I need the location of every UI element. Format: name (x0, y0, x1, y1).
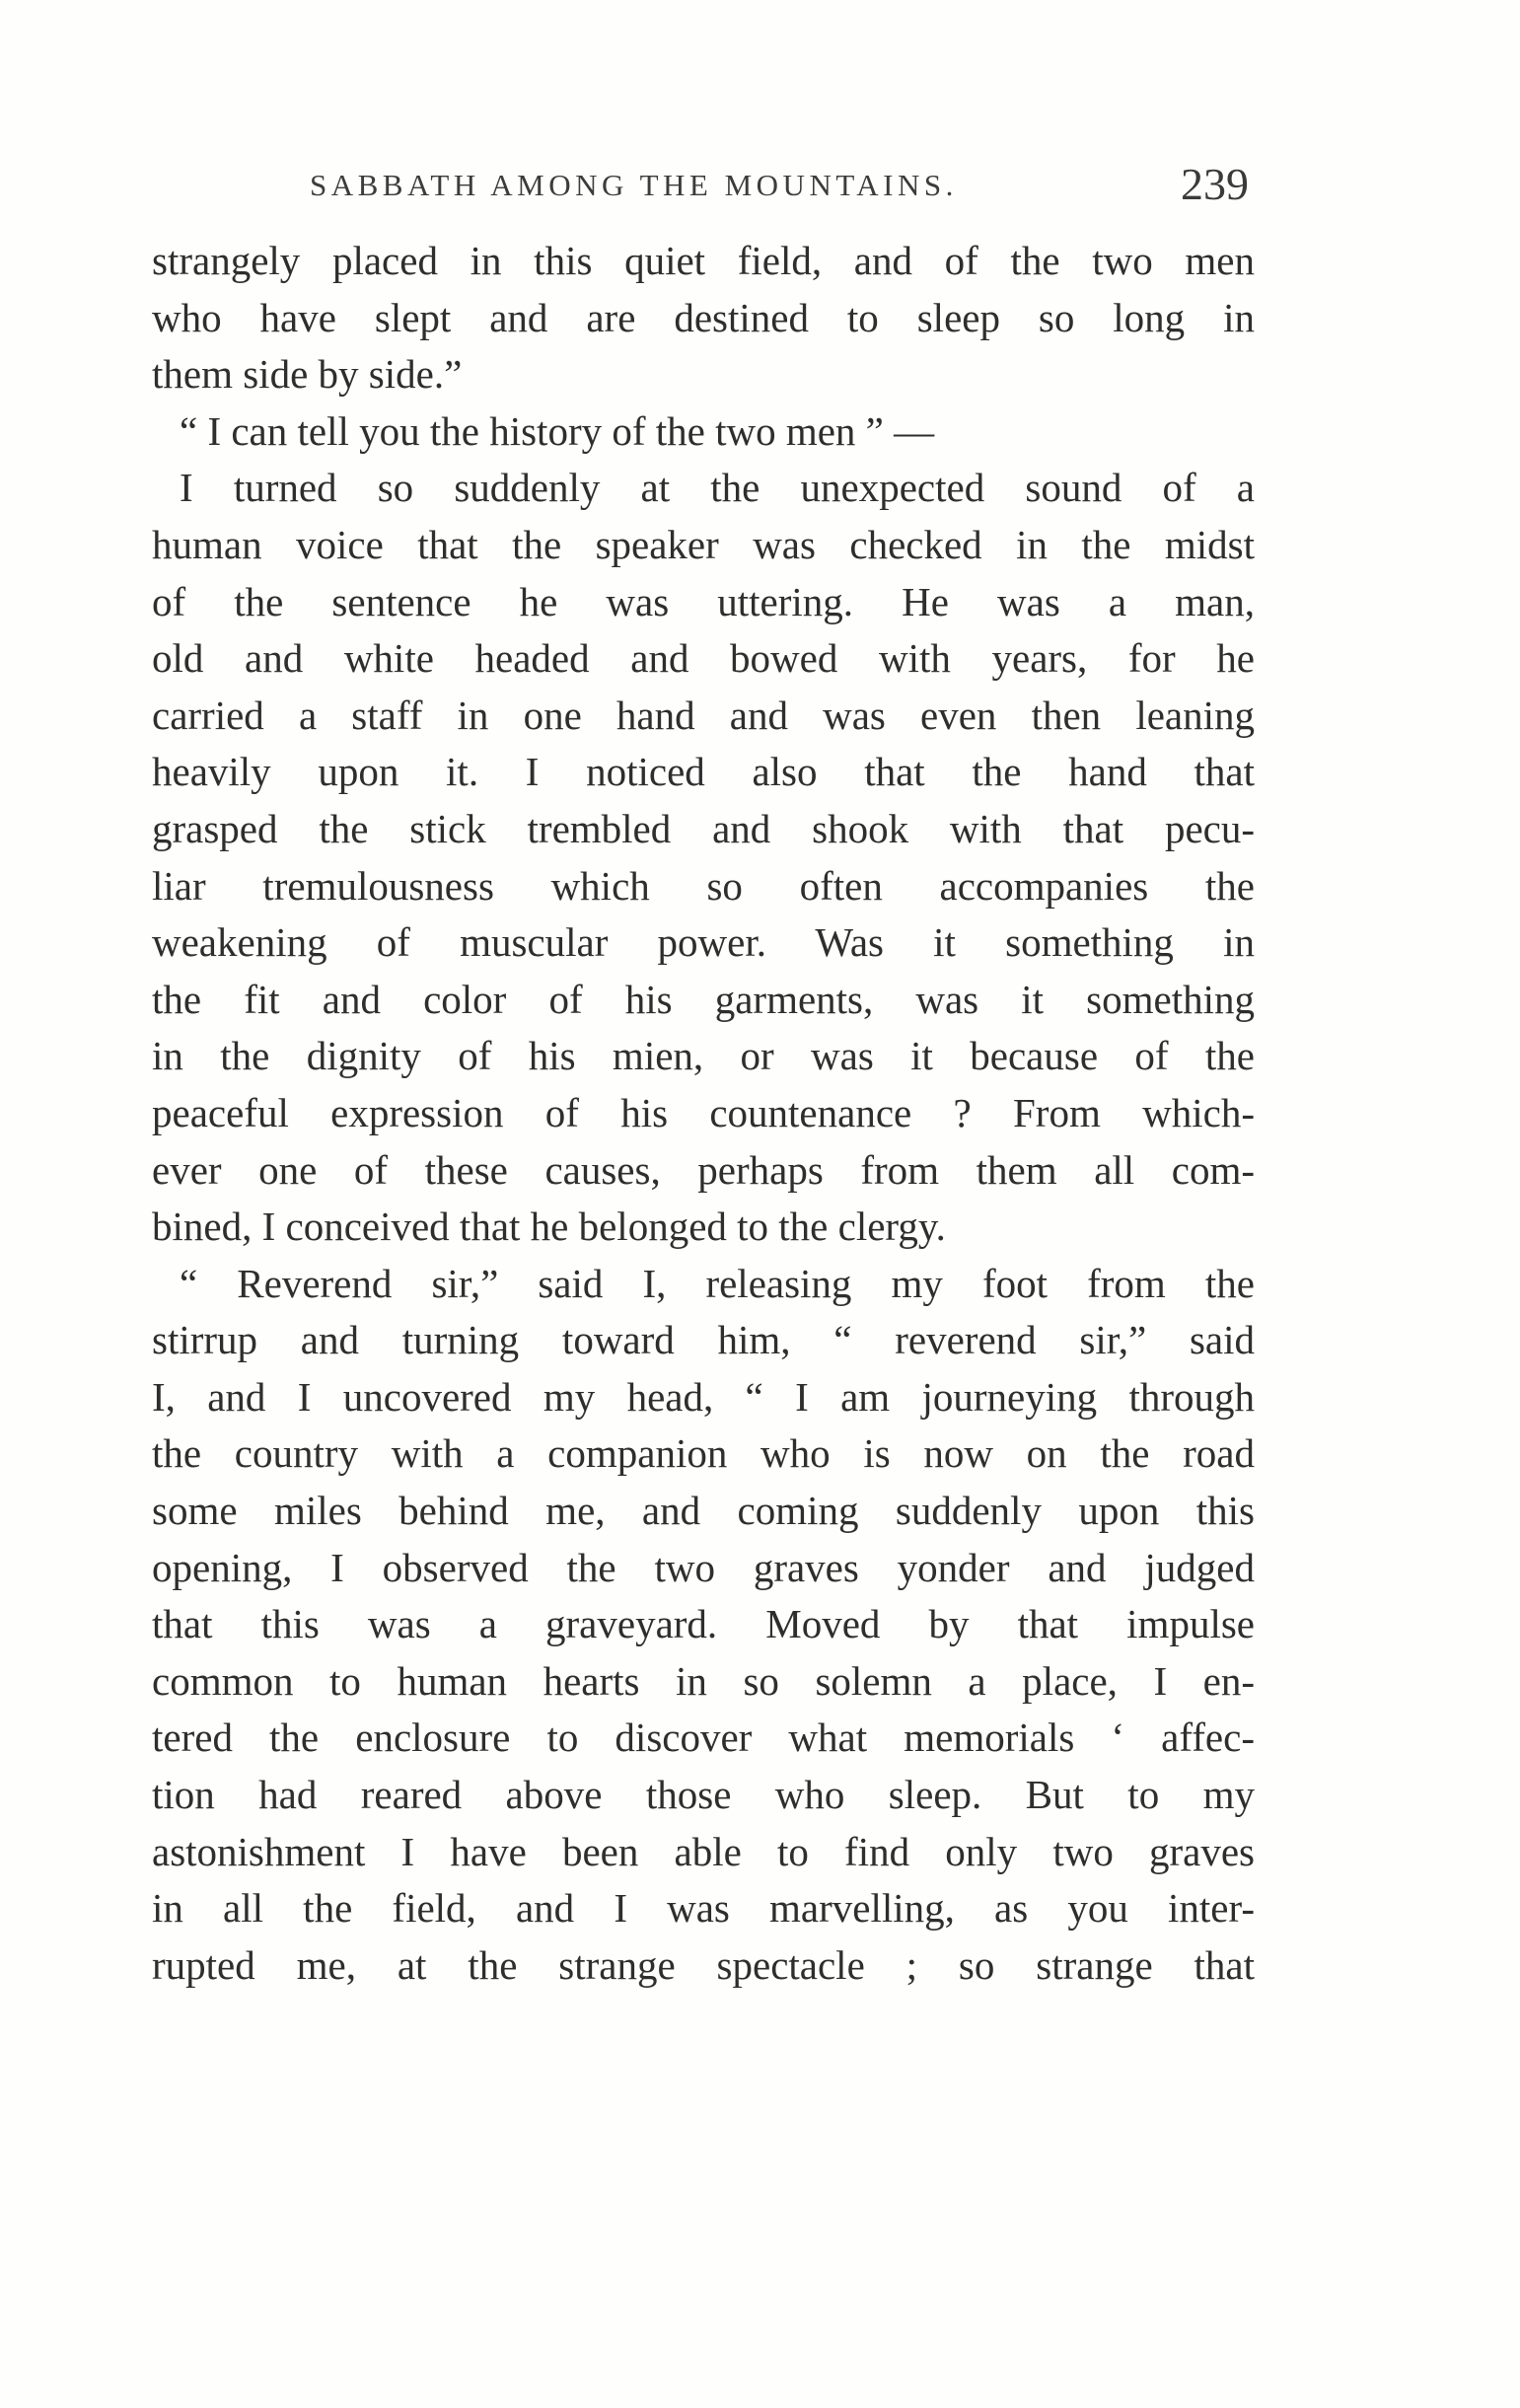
text-line: heavily upon it. I noticed also that the hand that (152, 749, 1255, 795)
text-line: of the sentence he was uttering. He was a man, (152, 578, 1255, 624)
text-line: tion had reared above those who sleep. But to my (152, 1772, 1255, 1818)
text-line: in the dignity of his mien, or was it because of the (152, 1033, 1255, 1079)
text-line: carried a staff in one hand and was even then leaning (152, 692, 1255, 738)
text-line: that this was a graveyard. Moved by that impulse (152, 1601, 1255, 1647)
text-line: strangely placed in this quiet field, and of the two men (152, 238, 1255, 283)
text-line: in all the field, and I was marvelling, as you inter- (152, 1885, 1255, 1932)
text-line: “ I can tell you the history of the two men ” — (180, 407, 935, 454)
text-line: human voice that the speaker was checked in the midst (152, 521, 1255, 567)
text-line: grasped the stick trembled and shook with that pecu- (152, 805, 1255, 851)
text-line: astonishment I have been able to find only two graves (152, 1828, 1255, 1874)
text-line: old and white headed and bowed with years, for he (152, 635, 1255, 682)
body-text (152, 233, 1255, 1994)
text-line: ever one of these causes, perhaps from them all com- (152, 1146, 1255, 1193)
running-title: SABBATH AMONG THE MOUNTAINS. (310, 168, 958, 202)
text-line: who have slept and are destined to sleep so long in (152, 294, 1255, 340)
text-line: liar tremulousness which so often accompanies the (152, 862, 1255, 909)
running-head (152, 160, 1253, 219)
text-line: bined, I conceived that he belonged to the clergy. (152, 1204, 946, 1250)
text-line: opening, I observed the two graves yonder and judged (152, 1544, 1255, 1590)
text-line: stirrup and turning toward him, “ reverend sir,” said (152, 1317, 1255, 1363)
text-line: weakening of muscular power. Was it something in (152, 919, 1255, 966)
text-line: some miles behind me, and coming suddenly upon this (152, 1488, 1255, 1534)
text-line: tered the enclosure to discover what memorials ‘ affec- (152, 1715, 1255, 1761)
text-line: them side by side.” (152, 351, 463, 398)
text-line: I, and I uncovered my head, “ I am journeying through (152, 1373, 1255, 1420)
text-line: “ Reverend sir,” said I, releasing my foot from the (180, 1260, 1255, 1306)
text-line: common to human hearts in so solemn a place, I en- (152, 1657, 1255, 1704)
text-line: the fit and color of his garments, was it something (152, 976, 1255, 1022)
page-number: 239 (1181, 159, 1249, 209)
text-line: the country with a companion who is now on the road (152, 1430, 1255, 1477)
text-line: I turned so suddenly at the unexpected sound of a (180, 465, 1255, 511)
text-line: peaceful expression of his countenance ? From which- (152, 1089, 1255, 1135)
text-line: rupted me, at the strange spectacle ; so strange that (152, 1941, 1255, 1988)
